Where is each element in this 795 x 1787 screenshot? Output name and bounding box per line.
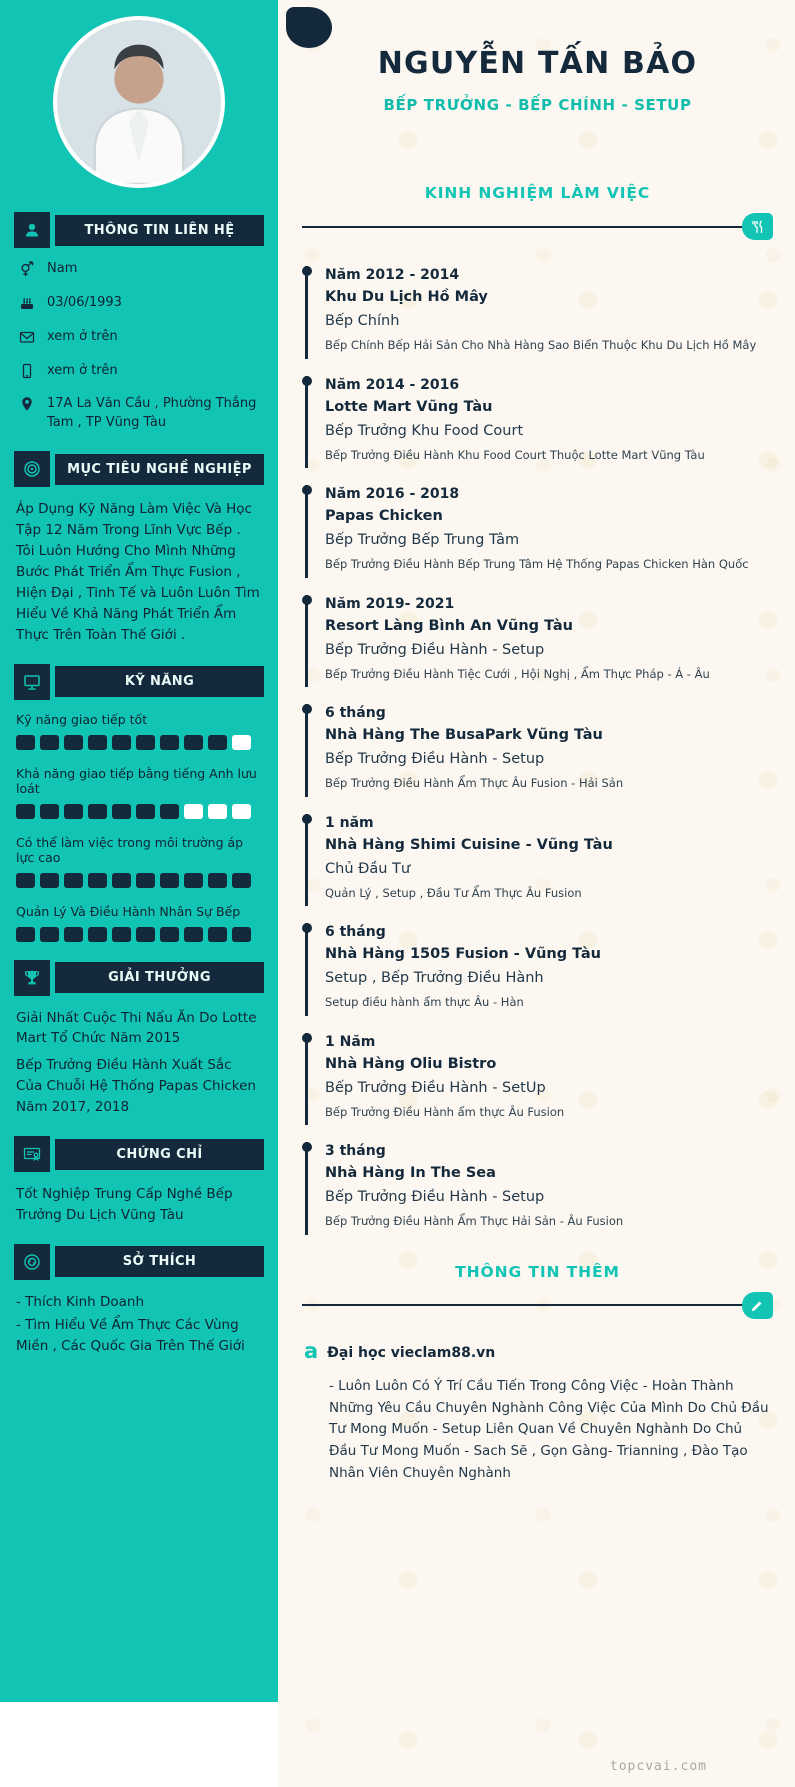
certificates-section-title: CHỨNG CHỈ (55, 1139, 264, 1170)
objective-section (14, 451, 264, 645)
skills-section-header (14, 664, 264, 700)
experience-entry (305, 704, 773, 797)
skill-label: Kỹ năng giao tiếp tốt (16, 711, 148, 727)
skill-label: Khả năng giao tiếp bằng tiếng Anh lưu loát (16, 765, 257, 796)
skill-level-square (160, 804, 179, 819)
skill-level-square (16, 804, 35, 819)
experience-period: 3 tháng (325, 1143, 386, 1160)
skill-level-square (112, 873, 131, 888)
award-line: Giải Nhất Cuộc Thi Nấu Ăn Do Lotte Mart Tổ Chức Năm 2015 (16, 1009, 257, 1047)
skill-level-bar (16, 735, 262, 750)
additional-section-header (302, 1263, 773, 1319)
divider-line (302, 226, 743, 228)
experience-company: Nhà Hàng In The Sea (325, 1165, 496, 1182)
experience-divider (302, 213, 773, 240)
experience-description: Quản Lý , Setup , Đầu Tư Ẩm Thực Âu Fusion (325, 885, 582, 900)
sidebar (0, 0, 278, 1702)
skill-level-square (160, 927, 179, 942)
experience-role: Chủ Đầu Tư (325, 860, 411, 877)
experience-entry (305, 923, 773, 1016)
skill-level-square (112, 804, 131, 819)
experience-company: Papas Chicken (325, 508, 443, 525)
address-value: 17A La Văn Cầu , Phường Thắng Tam , TP Vũng Tàu (47, 396, 257, 431)
experience-description: Bếp Trưởng Điều Hành ẩm thực Âu Fusion (325, 1104, 565, 1119)
experience-description: Bếp Trưởng Điều Hành Khu Food Court Thuộc Lotte Mart Vũng Tàu (325, 447, 705, 462)
skill-item (16, 904, 262, 942)
contact-row-birthday (18, 294, 260, 318)
experience-period: 1 năm (325, 814, 374, 831)
skill-level-square (136, 804, 155, 819)
experience-role: Bếp Trưởng Điều Hành - Setup (325, 1189, 545, 1206)
experience-description: Bếp Trưởng Điều Hành Ẩm Thực Âu Fusion - Hải Sản (325, 776, 624, 791)
experience-company: Khu Du Lịch Hồ Mây (325, 289, 488, 305)
skill-level-square (88, 873, 107, 888)
skill-level-square (88, 927, 107, 942)
experience-entry (305, 376, 773, 469)
skill-level-square (64, 873, 83, 888)
skill-level-square (88, 804, 107, 819)
hobbies-section (14, 1244, 264, 1357)
experience-description: Bếp Trưởng Điều Hành Ẩm Thực Hải Sản - Âu Fusion (325, 1214, 624, 1229)
plate-icon (14, 1244, 50, 1280)
divider-line (302, 1304, 743, 1306)
email-icon (18, 328, 36, 352)
school-name: Đại học vieclam88.vn (327, 1345, 496, 1362)
skill-level-square (208, 873, 227, 888)
skill-label: Có thể làm việc trong môi trường áp lực cao (16, 834, 244, 865)
objective-section-title: MỤC TIÊU NGHỀ NGHIỆP (55, 454, 264, 485)
skill-level-square (136, 927, 155, 942)
skills-list (14, 712, 264, 942)
experience-description: Bếp Trưởng Điều Hành Tiệc Cưới , Hội Nghị , Ẩm Thực Pháp - Á - Âu (325, 666, 710, 681)
skill-level-square (40, 927, 59, 942)
experience-role: Bếp Trưởng Điều Hành - Setup (325, 751, 545, 768)
experience-period: 6 tháng (325, 924, 386, 941)
experience-role: Setup , Bếp Trưởng Điều Hành (325, 970, 544, 987)
awards-section (14, 960, 264, 1119)
skill-item (16, 712, 262, 750)
experience-period: Năm 2014 - 2016 (325, 376, 460, 393)
contact-row-phone (18, 362, 260, 386)
experience-section-title: KINH NGHIỆM LÀM VIỆC (424, 184, 651, 202)
awards-section-header (14, 960, 264, 996)
skill-level-square (40, 873, 59, 888)
skill-level-square (88, 735, 107, 750)
experience-role: Bếp Trưởng Điều Hành - SetUp (325, 1079, 546, 1096)
experience-role: Bếp Trưởng Khu Food Court (325, 422, 524, 439)
certificates-section (14, 1136, 264, 1226)
experience-company: Nhà Hàng The BusaPark Vũng Tàu (325, 727, 603, 744)
skill-item (16, 835, 262, 888)
skill-level-square (184, 735, 203, 750)
contact-list (14, 260, 264, 433)
skill-level-bar (16, 927, 262, 942)
skill-level-square (16, 927, 35, 942)
phone-icon (18, 362, 36, 386)
hobbies-section-header (14, 1244, 264, 1280)
experience-company: Nhà Hàng Oliu Bistro (325, 1055, 497, 1072)
experience-entry (305, 814, 773, 907)
skill-level-square (16, 873, 35, 888)
certificates-section-header (14, 1136, 264, 1172)
target-icon (14, 451, 50, 487)
certificate-icon (14, 1136, 50, 1172)
location-icon (18, 395, 36, 419)
contact-section-header (14, 212, 264, 248)
skill-level-square (184, 804, 203, 819)
utensils-icon (742, 213, 773, 240)
experience-entry (305, 485, 773, 578)
contact-section-title: THÔNG TIN LIÊN HỆ (55, 215, 264, 246)
skill-level-square (208, 735, 227, 750)
phone-value: xem ở trên (47, 362, 118, 378)
hobby-line: - Tìm Hiểu Về Ẩm Thực Các Vùng Miền , Các Quốc Gia Trên Thế Giới (16, 1316, 245, 1354)
hobbies-section-title: SỞ THÍCH (55, 1246, 264, 1277)
birthday-value: 03/06/1993 (47, 294, 122, 310)
experience-description: Setup điều hành ẩm thực Âu - Hàn (325, 995, 524, 1010)
skill-level-square (64, 804, 83, 819)
skills-section-title: KỸ NĂNG (55, 666, 264, 697)
contact-row-email (18, 328, 260, 352)
skills-section (14, 664, 264, 942)
experience-entry (305, 266, 773, 359)
experience-company: Nhà Hàng 1505 Fusion - Vũng Tàu (325, 946, 602, 963)
skill-level-square (232, 804, 251, 819)
contact-section (14, 212, 264, 433)
experience-company: Nhà Hàng Shimi Cuisine - Vũng Tàu (325, 836, 613, 853)
skill-level-square (184, 927, 203, 942)
school-row (304, 1338, 773, 1364)
email-value: xem ở trên (47, 328, 118, 344)
additional-text: - Luôn Luôn Có Ý Trí Cầu Tiến Trong Công Việc - Hoàn Thành Những Yêu Cầu Chuyên Nghành Công Việc Của Mình Do Chủ Đầu Tư Mong Muốn - Setup Liên Quan Về Chuyên Nghành Do Chủ Đầu Tư Mong Muốn - Sach Sẽ , Gọn Gàng- Trianning , Đào Tạo Nhân Viên Chuyên Nghành (329, 1377, 769, 1482)
additional-divider (302, 1292, 773, 1319)
skill-level-square (112, 927, 131, 942)
skill-level-square (232, 927, 251, 942)
skill-level-square (16, 735, 35, 750)
school-logo-icon: a (304, 1338, 319, 1363)
objective-section-header (14, 451, 264, 487)
profile-photo (53, 16, 225, 188)
experience-role: Bếp Chính (325, 313, 400, 329)
skill-level-square (232, 735, 251, 750)
contact-row-address (18, 395, 260, 433)
skill-level-square (208, 804, 227, 819)
objective-text: Áp Dụng Kỹ Năng Làm Việc Và Học Tập 12 Năm Trong Lĩnh Vực Bếp . Tôi Luôn Hướng Cho Mình Những Bước Phát Triển Ẩm Thực Fusion , Hiện Đại , Tinh Tế và Luôn Luôn Tìm Hiểu Về Khả Năng Phát Triển Ẩm Thực Trên Toàn Thế Giới . (16, 501, 260, 643)
skill-label: Quản Lý Và Điều Hành Nhân Sự Bếp (16, 903, 241, 919)
awards-section-title: GIẢI THƯỞNG (55, 962, 264, 993)
skill-level-square (184, 873, 203, 888)
skill-level-square (64, 927, 83, 942)
experience-role: Bếp Trưởng Bếp Trung Tâm (325, 532, 520, 549)
skill-level-square (40, 804, 59, 819)
additional-section-title: THÔNG TIN THÊM (455, 1262, 620, 1281)
gender-value: Nam (47, 261, 78, 276)
skill-level-square (136, 873, 155, 888)
skill-level-square (232, 873, 251, 888)
skill-level-square (112, 735, 131, 750)
award-line: Bếp Trưởng Điều Hành Xuất Sắc Của Chuỗi Hệ Thống Papas Chicken Năm 2017, 2018 (16, 1057, 256, 1116)
experience-section-header (302, 184, 773, 240)
birthday-icon (18, 294, 36, 318)
experience-company: Resort Làng Bình An Vũng Tàu (325, 617, 573, 634)
name-title: NGUYỄN TẤN BẢO (377, 46, 698, 81)
contact-card-icon (14, 212, 50, 248)
skill-level-square (208, 927, 227, 942)
trophy-icon (14, 960, 50, 996)
hobby-line: - Thích Kinh Doanh (16, 1293, 145, 1310)
contact-row-gender (18, 260, 260, 284)
skill-level-square (40, 735, 59, 750)
skill-level-square (136, 735, 155, 750)
experience-entry (305, 1142, 773, 1235)
experience-entry (305, 595, 773, 688)
pencil-icon (742, 1292, 773, 1319)
main-panel (278, 0, 795, 1787)
corner-ornament (286, 7, 332, 48)
experience-description: Bếp Trưởng Điều Hành Bếp Trung Tâm Hệ Thống Papas Chicken Hàn Quốc (325, 557, 749, 572)
skill-level-bar (16, 873, 262, 888)
job-title: BẾP TRƯỞNG - BẾP CHÍNH - SETUP (383, 96, 692, 114)
skill-level-square (64, 735, 83, 750)
monitor-icon (14, 664, 50, 700)
experience-period: 6 tháng (325, 705, 386, 722)
watermark: topcvai.com (609, 1759, 707, 1774)
experience-period: Năm 2012 - 2014 (325, 267, 460, 283)
skill-level-bar (16, 804, 262, 819)
skill-item (16, 766, 262, 819)
skill-level-square (160, 873, 179, 888)
experience-timeline (302, 266, 773, 1235)
experience-period: 1 Năm (325, 1033, 376, 1050)
experience-company: Lotte Mart Vũng Tàu (325, 398, 493, 415)
experience-period: Năm 2016 - 2018 (325, 486, 460, 503)
gender-icon (18, 260, 36, 284)
experience-description: Bếp Chính Bếp Hải Sản Cho Nhà Hàng Sao Biển Thuộc Khu Du Lịch Hồ Mây (325, 338, 757, 352)
avatar-silhouette-icon (57, 20, 221, 184)
skill-level-square (160, 735, 179, 750)
experience-role: Bếp Trưởng Điều Hành - Setup (325, 641, 545, 658)
experience-period: Năm 2019- 2021 (325, 595, 455, 612)
experience-entry (305, 1033, 773, 1126)
certificate-text: Tốt Nghiệp Trung Cấp Nghề Bếp Trưởng Du Lịch Vũng Tàu (16, 1186, 233, 1224)
